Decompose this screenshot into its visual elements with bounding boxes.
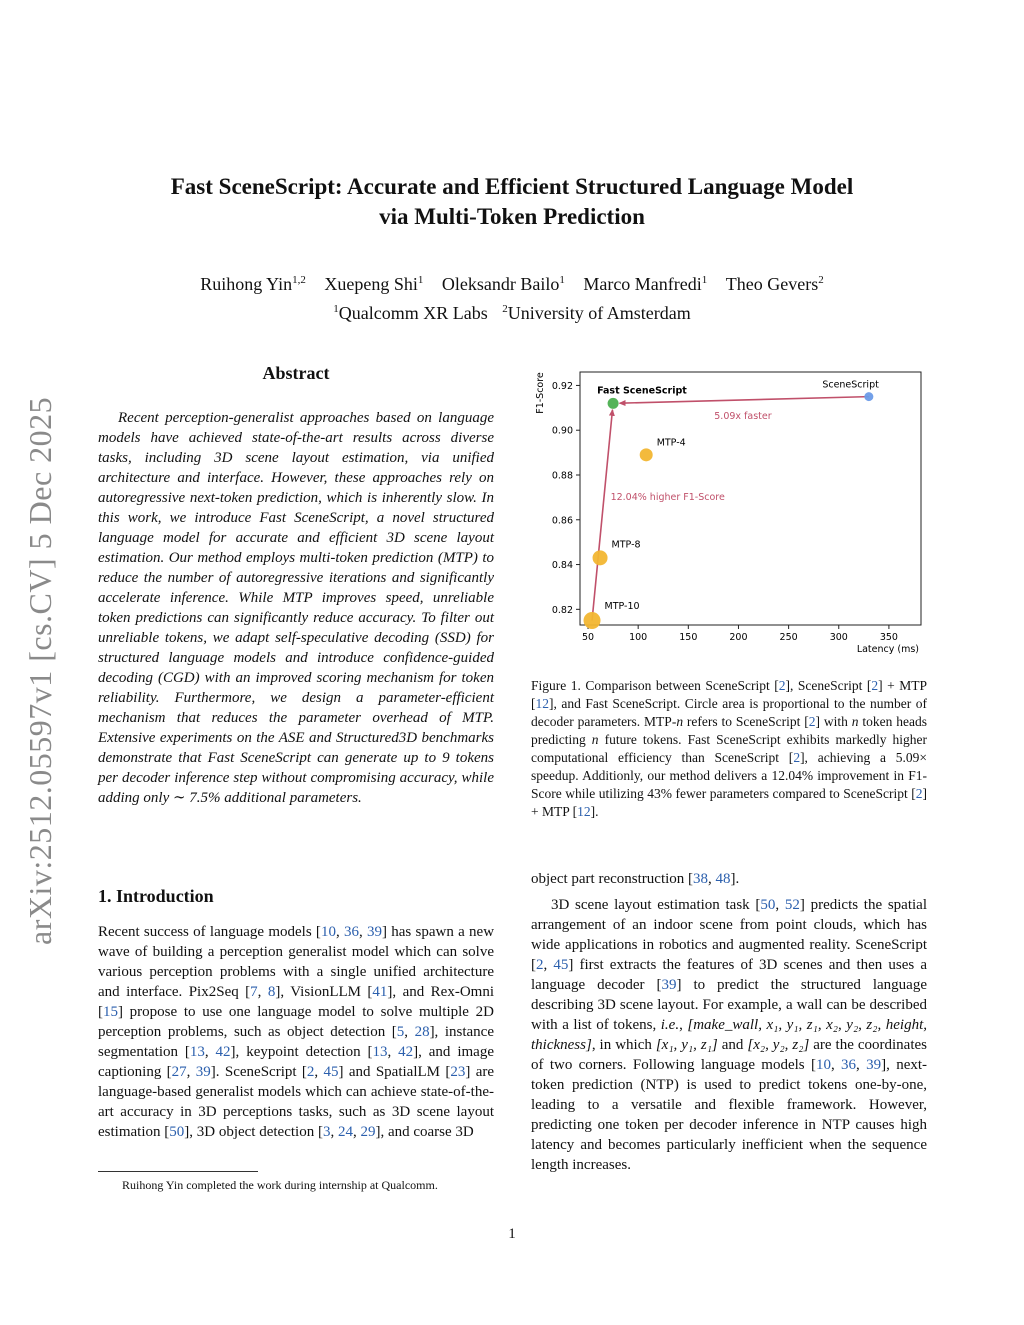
comparison-arrow [620, 397, 869, 404]
citation-link[interactable]: 39 [866, 1057, 882, 1073]
citation-link[interactable]: 5 [396, 1024, 405, 1040]
title-line-2: via Multi-Token Prediction [379, 204, 645, 229]
citation-link[interactable]: 39 [367, 924, 382, 940]
author: Theo Gevers$^2$ [725, 274, 824, 294]
y-axis-label: F1-Score [535, 372, 546, 414]
data-point-label: SceneScript [822, 379, 879, 391]
citation-link[interactable]: 29 [360, 1124, 376, 1140]
y-tick-label: 0.88 [551, 470, 573, 482]
math-expression: n [591, 732, 599, 747]
x-tick-label: 250 [779, 632, 798, 643]
author: Marco Manfredi$^1$ [583, 274, 708, 294]
citation-link[interactable]: 2 [915, 786, 923, 801]
citation-link[interactable]: 41 [372, 984, 388, 1000]
citation-link[interactable]: 36 [343, 924, 359, 940]
citation-link[interactable]: 2 [306, 1064, 315, 1080]
citation-link[interactable]: 10 [320, 924, 336, 940]
citation-link[interactable]: 12 [535, 696, 549, 711]
citation-link[interactable]: 50 [169, 1124, 185, 1140]
footnote: Ruihong Yin completed the work during internship at Qualcomm. [122, 1178, 438, 1192]
x-tick-label: 300 [829, 632, 848, 643]
author: Oleksandr Bailo$^1$ [441, 274, 565, 294]
citation-link[interactable]: 42 [215, 1044, 231, 1060]
citation-link[interactable]: 50 [760, 897, 776, 913]
math-expression: [make_wall, x₁, y₁, z₁, x₂, y₂, z₂, height, thickness] [531, 1017, 928, 1053]
arxiv-identifier: arXiv:2512.05597v1 [cs.CV] 5 Dec 2025 [22, 396, 58, 945]
citation-link[interactable]: 2 [778, 678, 786, 693]
citation-link[interactable]: 28 [414, 1024, 430, 1040]
math-expression: [x₂, y₂, z₂] [747, 1037, 810, 1053]
figure-1-scatter-chart [533, 367, 928, 662]
citation-link[interactable]: 52 [784, 897, 800, 913]
introduction-paragraph: Recent success of language models [10, 36, 39] has spawn a new wave of building a perception generalist model which can solve various perception problems with a single unified architecture and interface. Pix2Seq [7, 8], VisionLLM [41], and Rex-Omni [15] propose to use one language model to solve multiple 2D perception problems, such as object detection [5, 28], instance segmentation [13, 42], keypoint detection [13, 42], and image captioning [27, 39]. SceneScript [2, 45] and SpatialLM [23] are language-based generalist models which can achieve state-of-the-art accuracy in 3D perceptions tasks, such as 3D scene layout estimation [50], 3D object detection [3, 24, 29], and coarse 3D [98, 924, 495, 1140]
citation-link[interactable]: 2 [808, 714, 816, 729]
citation-link[interactable]: 13 [372, 1044, 388, 1060]
x-tick-label: 100 [629, 632, 648, 643]
citation-link[interactable]: 2 [793, 750, 801, 765]
title-line-1: Fast SceneScript: Accurate and Efficient Structured Language Model [170, 174, 854, 199]
author-list [100, 268, 924, 297]
right-column-text [531, 869, 927, 1175]
data-point-label: MTP-10 [604, 601, 640, 613]
citation-link[interactable]: 13 [189, 1044, 205, 1060]
footnote-divider [98, 1171, 258, 1172]
data-point [640, 448, 653, 461]
figure-1-caption: Figure 1. Comparison between SceneScript [2], SceneScript [2] + MTP [12], and Fast SceneScript. Circle area is proportional to the number of decoder parameters. MTP-n refers to SceneScript [2] with n token heads predicting n future tokens. Fast SceneScript exhibits markedly higher computational efficiency than SceneScript [2], achieving a 5.09× speedup. Additionly, our method delivers a 12.04% improvement in F1-Score while utilizing 43% fewer parameters compared to SceneScript [2] + MTP [12]. [531, 678, 928, 819]
math-expression: n [851, 714, 859, 729]
citation-link[interactable]: 36 [841, 1057, 857, 1073]
x-tick-label: 350 [879, 632, 898, 643]
data-point-label: MTP-8 [611, 539, 641, 551]
x-tick-label: 50 [581, 632, 595, 643]
paragraph-continuation: object part reconstruction [38, 48]. [531, 871, 740, 887]
data-point-label: Fast SceneScript [597, 385, 687, 397]
citation-link[interactable]: 3 [322, 1124, 331, 1140]
author-block [100, 268, 924, 326]
citation-link[interactable]: 45 [323, 1064, 339, 1080]
citation-link[interactable]: 7 [250, 984, 258, 1000]
affiliation: $^2$University of Amsterdam [502, 303, 691, 323]
citation-link[interactable]: 8 [267, 984, 276, 1000]
citation-link[interactable]: 12 [577, 804, 591, 819]
citation-link[interactable]: 2 [536, 957, 544, 973]
arrow-annotation: 12.04% higher F1-Score [610, 491, 725, 503]
affiliation: $^1$Qualcomm XR Labs [333, 303, 488, 323]
citation-link[interactable]: 10 [815, 1057, 831, 1073]
citation-link[interactable]: 2 [871, 678, 879, 693]
citation-link[interactable]: 48 [715, 871, 731, 887]
math-expression: [x₁, y₁, z₁] [655, 1037, 718, 1053]
paragraph-scene-layout: 3D scene layout estimation task [50, 52] predicts the spatial arrangement of an indoor scene from point clouds, which has wide applications in robotics and augmented reality. SceneScript [2, 45] first extracts the features of 3D scenes and then uses a language decoder [39] to predict the structured language describing 3D scene layout. For example, a wall can be described with a list of tokens, i.e., [make_wall, x₁, y₁, z₁, x₂, y₂, z₂, height, thickness], in which [x₁, y₁, z₁] and [x₂, y₂, z₂] are the coordinates of two corners. Following language models [10, 36, 39], next-token prediction (NTP) is used to predict tokens one-by-one, leading to a versatile and flexible framework. However, predicting one token per decoder inference in NTP causes high latency and becomes particularly inefficient when the sequence length increases. [531, 897, 928, 1173]
paper-title [100, 172, 924, 232]
y-tick-label: 0.92 [551, 380, 573, 392]
y-tick-label: 0.90 [551, 425, 573, 437]
y-tick-label: 0.82 [551, 604, 573, 616]
data-point [864, 392, 873, 401]
citation-link[interactable]: 23 [450, 1064, 466, 1080]
math-expression: i.e. [660, 1017, 680, 1033]
math-expression: n [676, 714, 684, 729]
citation-link[interactable]: 15 [103, 1004, 118, 1020]
y-tick-label: 0.86 [551, 515, 573, 527]
citation-link[interactable]: 39 [661, 977, 677, 993]
data-point [608, 398, 619, 409]
y-tick-label: 0.84 [551, 560, 573, 572]
citation-link[interactable]: 39 [195, 1064, 211, 1080]
abstract-heading: Abstract [262, 363, 330, 383]
affiliation-list [100, 297, 924, 326]
arrow-annotation: 5.09x faster [714, 410, 772, 422]
citation-link[interactable]: 24 [337, 1124, 353, 1140]
section-heading-introduction: 1. Introduction [98, 886, 214, 906]
author: Xuepeng Shi$^1$ [324, 274, 424, 294]
x-axis-label: Latency (ms) [856, 644, 919, 655]
data-point [593, 550, 608, 565]
citation-link[interactable]: 38 [693, 871, 709, 887]
x-tick-label: 200 [729, 632, 748, 643]
comparison-arrow [592, 410, 612, 621]
page-number: 1 [508, 1226, 516, 1242]
data-point-label: MTP-4 [656, 437, 686, 449]
author: Ruihong Yin$^{1,2}$ [200, 274, 306, 294]
citation-link[interactable]: 27 [171, 1064, 187, 1080]
citation-link[interactable]: 45 [553, 957, 569, 973]
abstract-text: Recent perception-generalist approaches based on language models have achieved state-of-the-art results across diverse tasks, including 3D scene layout estimation, via unified architecture and interface. However, these approaches rely on autoregressive next-token prediction, which is inherently slow. In this work, we introduce Fast SceneScript, a novel structured language model for accurate and efficient 3D scene layout estimation. Our method employs multi-token prediction (MTP) to reduce the number of autoregressive iterations and significantly accelerate inference. While MTP improves speed, unreliable token predictions can significantly reduce accuracy. To filter out unreliable tokens, we adapt self-speculative decoding (SSD) for structured language models and introduce confidence-guided decoding (CGD) with an improved scoring mechanism for token reliability. Furthermore, we design a parameter-efficient mechanism that reduces the parameter overhead of MTP. Extensive experiments on the ASE and Structured3D benchmarks demonstrate that Fast SceneScript can generate up to 9 tokens per decoder inference step without compromising accuracy, while adding only ∼ 7.5% additional parameters. [98, 410, 494, 806]
x-tick-label: 150 [679, 632, 698, 643]
citation-link[interactable]: 42 [398, 1044, 414, 1060]
data-point [584, 612, 601, 629]
